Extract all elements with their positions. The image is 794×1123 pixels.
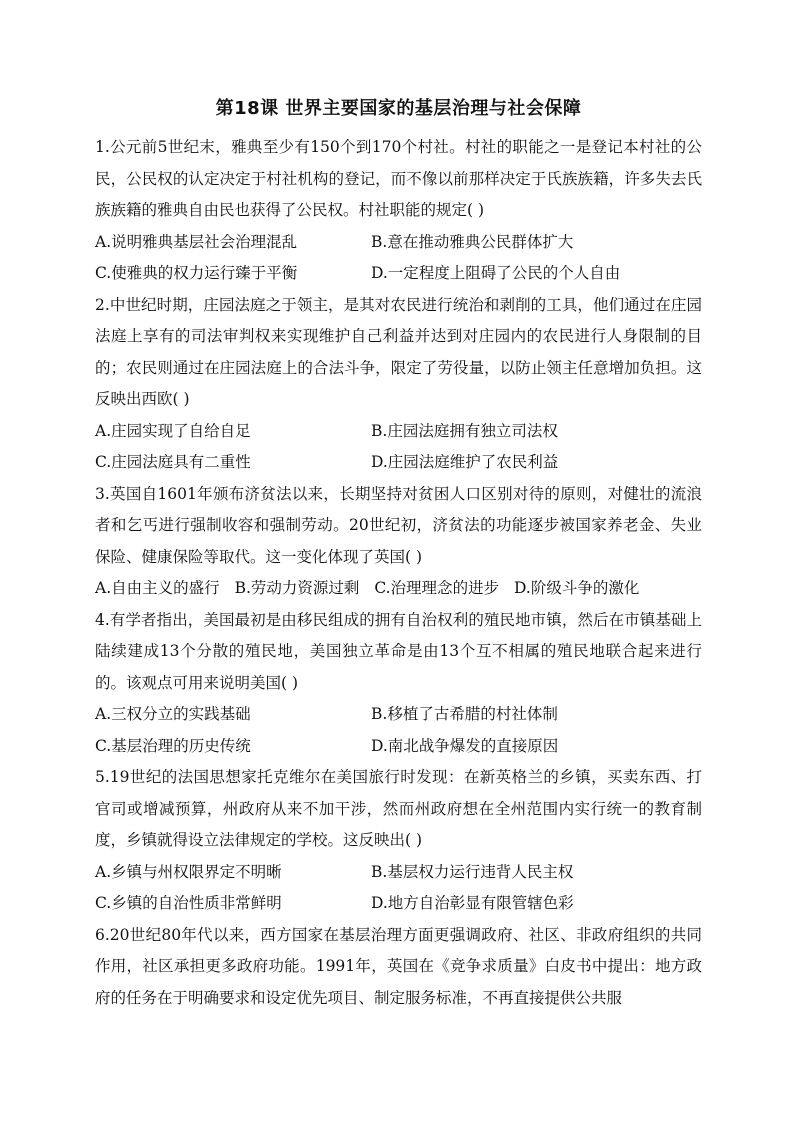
question-1 (95, 132, 702, 290)
question-2 (95, 290, 702, 479)
question-3 (95, 479, 702, 605)
option-d: D.南北战争爆发的直接原因 (371, 736, 559, 755)
option-a: A.三权分立的实践基础 (95, 705, 251, 723)
option-a: A.庄园实现了自给自足 (95, 421, 251, 440)
option-a: A.自由主义的盛行 (95, 579, 220, 597)
option-b: B.基层权力运行违背人民主权 (371, 862, 574, 881)
option-c: C.基层治理的历史传统 (95, 736, 251, 755)
question-5 (95, 762, 702, 920)
option-d: D.庄园法庭维护了农民利益 (371, 453, 559, 471)
option-d: D.一定程度上阻碍了公民的个人自由 (371, 264, 621, 282)
question-options (95, 857, 702, 920)
option-a: A.说明雅典基层社会治理混乱 (95, 232, 298, 251)
option-b: B.移植了古希腊的村社体制 (371, 705, 558, 723)
option-b: B.庄园法庭拥有独立司法权 (371, 421, 558, 440)
question-stem: 5.19世纪的法国思想家托克维尔在美国旅行时发现：在新英格兰的乡镇，买卖东西、打官司或增减预算，州政府从来不加干涉，然而州政府想在全州范围内实行统一的教育制度，乡镇就得设立法律规定的学校。这反映出( ) (95, 768, 702, 849)
option-a: A.乡镇与州权限界定不明晰 (95, 862, 282, 881)
question-stem: 1.公元前5世纪末，雅典至少有150个到170个村社。村社的职能之一是登记本村社的公民，公民权的认定决定于村社机构的登记，而不像以前那样决定于氏族族籍，许多失去氏族族籍的雅典自由民也获得了公民权。村社职能的规定( ) (95, 138, 702, 219)
option-c: C.乡镇的自治性质非常鲜明 (95, 894, 282, 912)
question-stem: 4.有学者指出，美国最初是由移民组成的拥有自治权利的殖民地市镇，然后在市镇基础上陆续建成13个分散的殖民地，美国独立革命是由13个互不相属的殖民地联合起来进行的。该观点可用来说明美国( ) (95, 610, 702, 692)
option-b: B.意在推动雅典公民群体扩大 (371, 232, 574, 251)
document-title: 第18课 世界主要国家的基层治理与社会保障 (215, 98, 582, 119)
option-d: D.阶级斗争的激化 (514, 579, 640, 597)
question-options (95, 416, 702, 479)
question-6 (95, 920, 702, 1015)
option-c: C.使雅典的权力运行臻于平衡 (95, 264, 298, 282)
option-d: D.地方自治彰显有限管辖色彩 (371, 894, 574, 912)
option-b: B.劳动力资源过剩 (234, 579, 360, 597)
question-stem: 3.英国自1601年颁布济贫法以来，长期坚持对贫困人口区别对待的原则，对健壮的流浪者和乞丐进行强制收容和强制劳动。20世纪初，济贫法的功能逐步被国家养老金、失业保险、健康保险等取代。这一变化体现了英国( ) (95, 484, 702, 566)
question-4 (95, 605, 702, 763)
question-options (95, 227, 702, 290)
option-c: C.治理理念的进步 (374, 579, 500, 597)
option-c: C.庄园法庭具有二重性 (95, 453, 251, 471)
question-stem: 6.20世纪80年代以来，西方国家在基层治理方面更强调政府、社区、非政府组织的共同作用，社区承担更多政府功能。1991年，英国在《竞争求质量》白皮书中提出：地方政府的任务在于明确要求和设定优先项目、制定服务标准，不再直接提供公共服 (95, 925, 702, 1007)
question-options (95, 699, 702, 762)
question-options (95, 573, 702, 605)
question-stem: 2.中世纪时期，庄园法庭之于领主，是其对农民进行统治和剥削的工具，他们通过在庄园法庭上享有的司法审判权来实现维护自己利益并达到对庄园内的农民进行人身限制的目的；农民则通过在庄园法庭上的合法斗争，限定了劳役量，以防止领主任意增加负担。这反映出西欧( ) (95, 295, 702, 408)
